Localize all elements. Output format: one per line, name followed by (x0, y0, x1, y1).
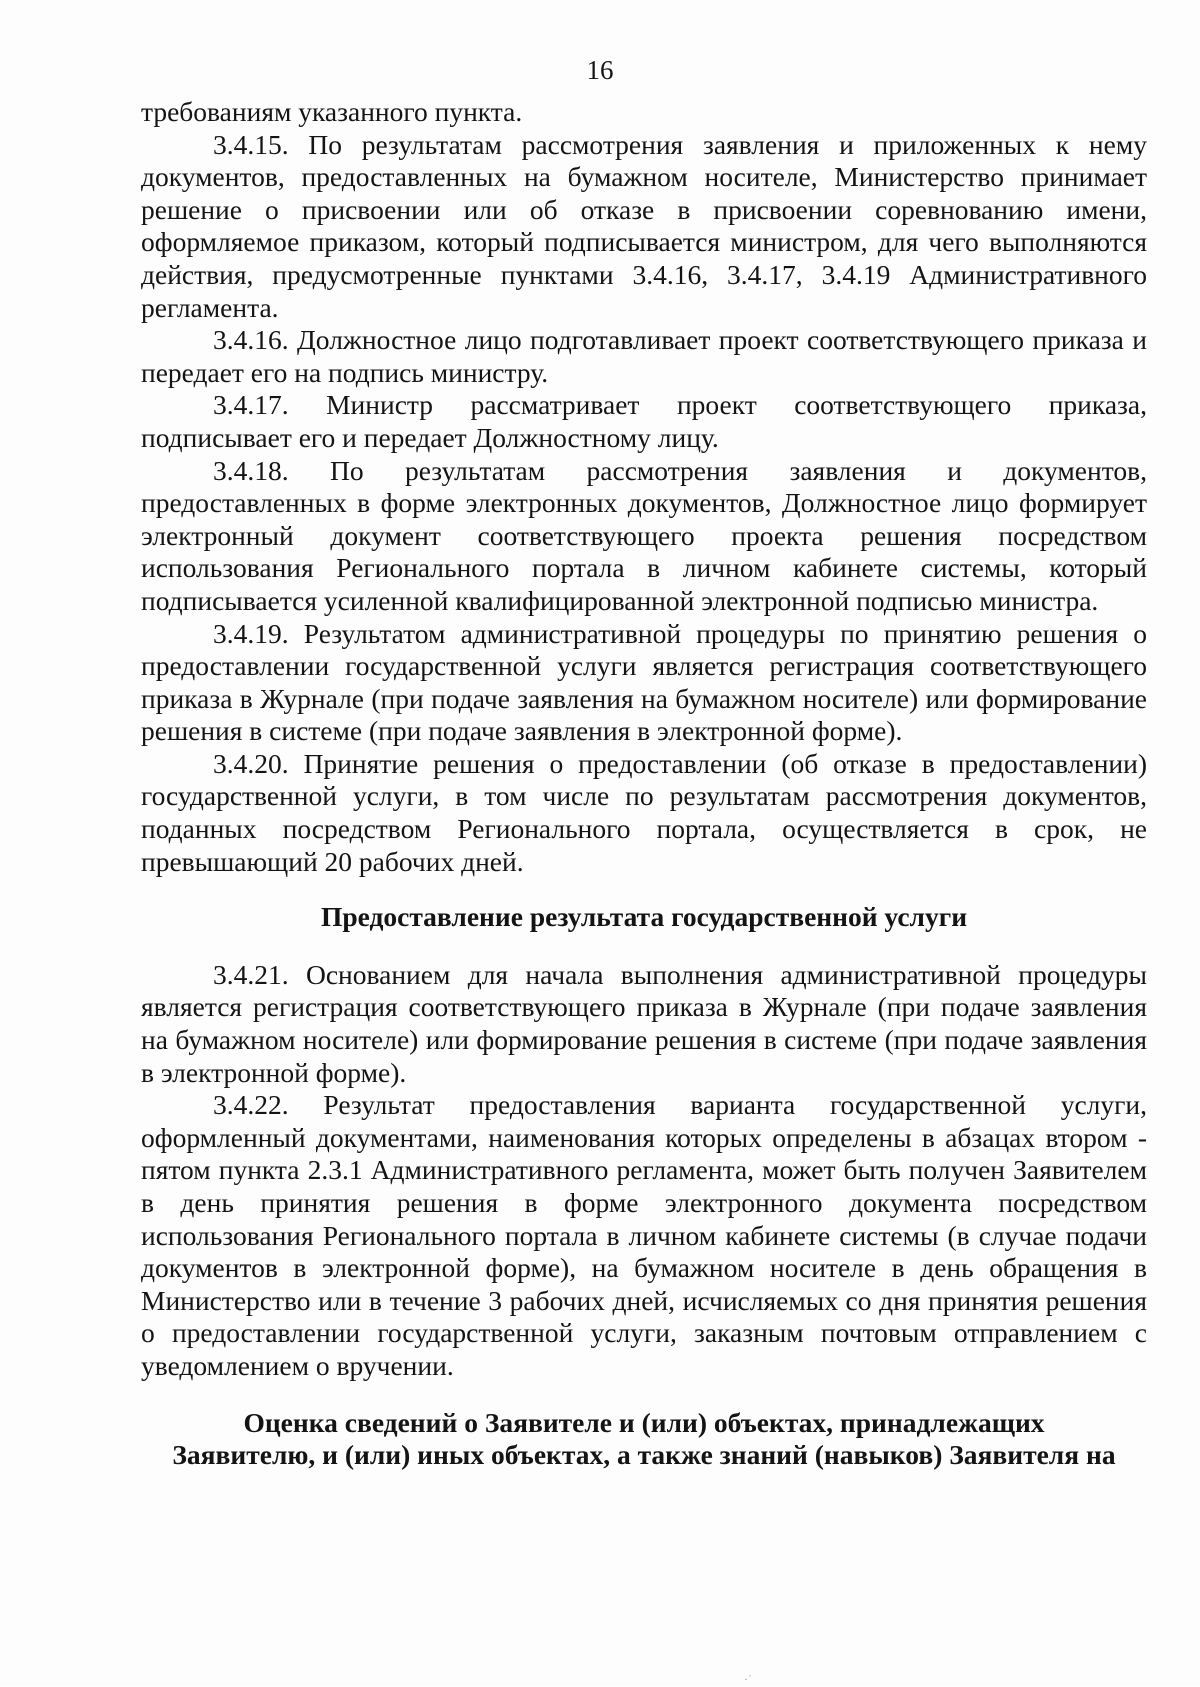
heading-line-1: Оценка сведений о Заявителе и (или) объектах, принадлежащих (243, 1406, 1045, 1438)
document-body (141, 96, 1147, 1472)
section-heading-result-provision: Предоставление результата государственной услуги (320, 901, 968, 933)
paragraph-3-4-20: 3.4.20. Принятие решения о предоставлении (об отказе в предоставлении) государственной услуги, в том числе по результатам рассмотрения документов, поданных посредством Регионального портала, осуществляется в срок, не превышающий 20 рабочих дней. (141, 747, 1147, 877)
paragraph-3-4-19: 3.4.19. Результатом административной процедуры по принятию решения о предоставлении государственной услуги является регистрация соответствующего приказа в Журнале (при подаче заявления на бумажном носителе) или формирование решения в системе (при подаче заявления в электронной форме). (141, 617, 1147, 747)
scan-speck: ·˙ (744, 1672, 752, 1686)
section-heading-applicant-assessment (141, 1407, 1147, 1472)
paragraph-3-4-16: 3.4.16. Должностное лицо подготавливает проект соответствующего приказа и передает его на подпись министру. (141, 324, 1147, 388)
paragraph-3-4-21: 3.4.21. Основанием для начала выполнения административной процедуры является регистрация соответствующего приказа в Журнале (при подаче заявления на бумажном носителе) или формирование решения в системе (при подаче заявления в электронной форме). (141, 958, 1147, 1088)
page-number: 16 (586, 55, 614, 85)
heading-line-2: Заявителю, и (или) иных объектах, а также знаний (навыков) Заявителя на (172, 1439, 1116, 1471)
paragraph-3-4-18: 3.4.18. По результатам рассмотрения заявления и документов, предоставленных в форме электронных документов, Должностное лицо формирует электронный документ соответствующего проекта решения посредством использования Регионального портала в личном кабинете системы, который подписывается усиленной квалифицированной электронной подписью министра. (141, 454, 1147, 616)
paragraph-3-4-22: 3.4.22. Результат предоставления варианта государственной услуги, оформленный документами, наименования которых определены в абзацах втором - пятом пункта 2.3.1 Административного регламента, может быть получен Заявителем в день принятия решения в форме электронного документа посредством использования Регионального портала в личном кабинете системы (в случае подачи документов в электронной форме), на бумажном носителе в день обращения в Министерство или в течение 3 рабочих дней, исчисляемых со дня принятия решения о предоставлении государственной услуги, заказным почтовым отправлением с уведомлением о вручении. (141, 1089, 1147, 1381)
paragraph-3-4-15: 3.4.15. По результатам рассмотрения заявления и приложенных к нему документов, предоставленных на бумажном носителе, Министерство принимает решение о присвоении или об отказе в присвоении соревнованию имени, оформляемое приказом, который подписывается министром, для чего выполняются действия, предусмотренные пунктами 3.4.16, 3.4.17, 3.4.19 Административного регламента. (141, 128, 1147, 323)
paragraph-3-4-17: 3.4.17. Министр рассматривает проект соответствующего приказа, подписывает его и передает Должностному лицу. (141, 389, 1147, 453)
paragraph-continuation: требованиям указанного пункта. (141, 96, 523, 127)
